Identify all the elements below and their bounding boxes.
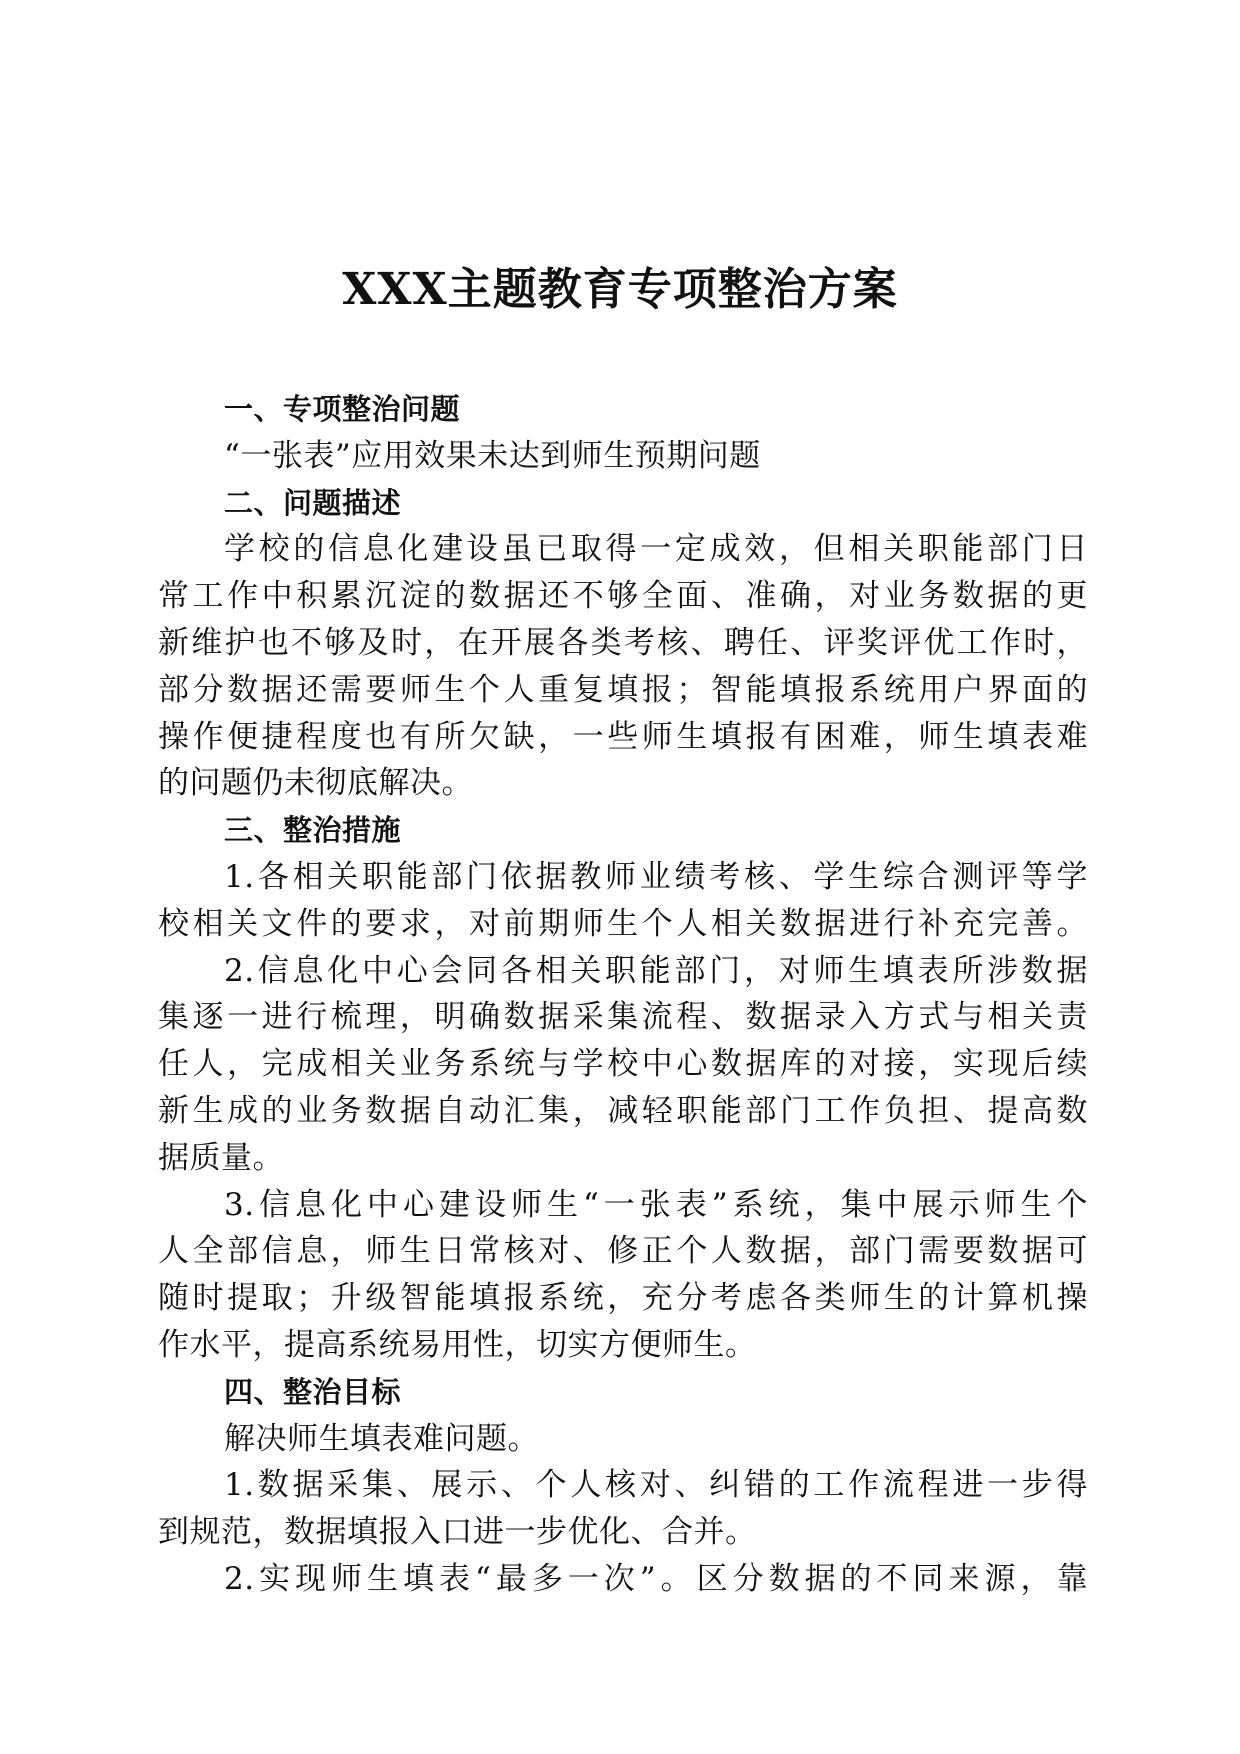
section-heading: 一、专项整治问题 bbox=[224, 392, 461, 426]
paragraph-line: 任人，完成相关业务系统与学校中心数据库的对接，实现后续 bbox=[158, 1046, 1088, 1083]
section-heading: 四、整治目标 bbox=[224, 1374, 402, 1409]
paragraph-line: 随时提取；升级智能填报系统，充分考虑各类师生的计算机操 bbox=[158, 1280, 1088, 1317]
paragraph-line: 校相关文件的要求，对前期师生个人相关数据进行补充完善。 bbox=[158, 905, 1088, 942]
paragraph-line: 2.信息化中心会同各相关职能部门，对师生填表所涉数据 bbox=[224, 952, 1088, 989]
paragraph-line: 学校的信息化建设虽已取得一定成效，但相关职能部门日 bbox=[224, 531, 1088, 568]
paragraph-line: 解决师生填表难问题。 bbox=[224, 1420, 539, 1457]
paragraph-line: 人全部信息，师生日常核对、修正个人数据，部门需要数据可 bbox=[158, 1233, 1088, 1270]
paragraph-line: 作水平，提高系统易用性，切实方便师生。 bbox=[158, 1326, 757, 1363]
paragraph-line: 新生成的业务数据自动汇集，减轻职能部门工作负担、提高数 bbox=[158, 1092, 1088, 1129]
paragraph-line: 的问题仍未彻底解决。 bbox=[158, 765, 473, 802]
section-heading: 三、整治措施 bbox=[224, 813, 402, 848]
paragraph-line: 常工作中积累沉淀的数据还不够全面、准确，对业务数据的更 bbox=[158, 578, 1088, 615]
paragraph-line: 到规范，数据填报入口进一步优化、合并。 bbox=[158, 1514, 757, 1551]
paragraph-line: “一张表”应用效果未达到师生预期问题 bbox=[224, 437, 761, 474]
paragraph-line: 新维护也不够及时，在开展各类考核、聘任、评奖评优工作时， bbox=[158, 624, 1088, 661]
paragraph-line: 1.数据采集、展示、个人核对、纠错的工作流程进一步得 bbox=[224, 1467, 1088, 1504]
paragraph-line: 集逐一进行梳理，明确数据采集流程、数据录入方式与相关责 bbox=[158, 999, 1088, 1036]
document-body bbox=[158, 386, 1088, 1603]
paragraph-line: 操作便捷程度也有所欠缺，一些师生填报有困难，师生填表难 bbox=[158, 718, 1088, 755]
paragraph-line: 3.信息化中心建设师生“一张表”系统，集中展示师生个 bbox=[224, 1186, 1088, 1223]
document-title: XXX主题教育专项整治方案 bbox=[342, 264, 898, 315]
paragraph-line: 1.各相关职能部门依据教师业绩考核、学生综合测评等学 bbox=[224, 858, 1088, 895]
section-heading: 二、问题描述 bbox=[224, 485, 402, 520]
paragraph-line: 据质量。 bbox=[158, 1139, 284, 1176]
paragraph-line: 部分数据还需要师生个人重复填报；智能填报系统用户界面的 bbox=[158, 671, 1088, 708]
paragraph-line: 2.实现师生填表“最多一次”。区分数据的不同来源，靠 bbox=[224, 1560, 1088, 1597]
